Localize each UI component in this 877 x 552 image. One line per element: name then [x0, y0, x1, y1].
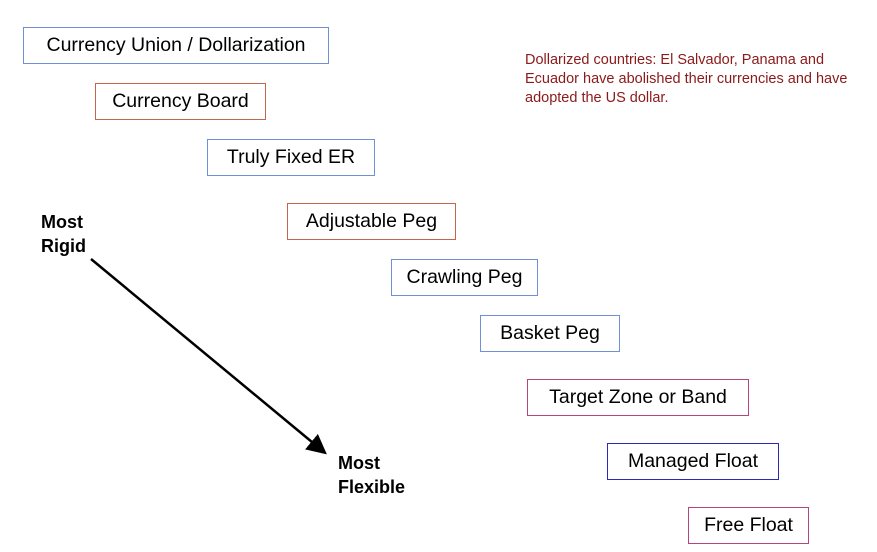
regime-target-zone-or-band: Target Zone or Band — [527, 379, 749, 416]
arrow-line — [91, 259, 324, 452]
most-flexible-label — [338, 451, 405, 499]
regime-currency-union: Currency Union / Dollarization — [23, 27, 329, 64]
most-rigid-line1: Most — [41, 212, 83, 232]
regime-basket-peg: Basket Peg — [480, 315, 620, 352]
regime-truly-fixed-er: Truly Fixed ER — [207, 139, 375, 176]
most-flexible-line2: Flexible — [338, 477, 406, 497]
regime-adjustable-peg: Adjustable Peg — [287, 203, 456, 240]
dollarization-note: Dollarized countries: El Salvador, Panama and Ecuador have abolished their currencies and have adopted the US dollar. — [525, 52, 848, 106]
regime-crawling-peg: Crawling Peg — [391, 259, 538, 296]
regime-managed-float: Managed Float — [607, 443, 779, 480]
most-flexible-line1: Most — [338, 453, 380, 473]
regime-free-float: Free Float — [688, 507, 809, 544]
most-rigid-label — [41, 210, 86, 258]
most-rigid-line2: Rigid — [41, 236, 86, 256]
regime-currency-board: Currency Board — [95, 83, 266, 120]
